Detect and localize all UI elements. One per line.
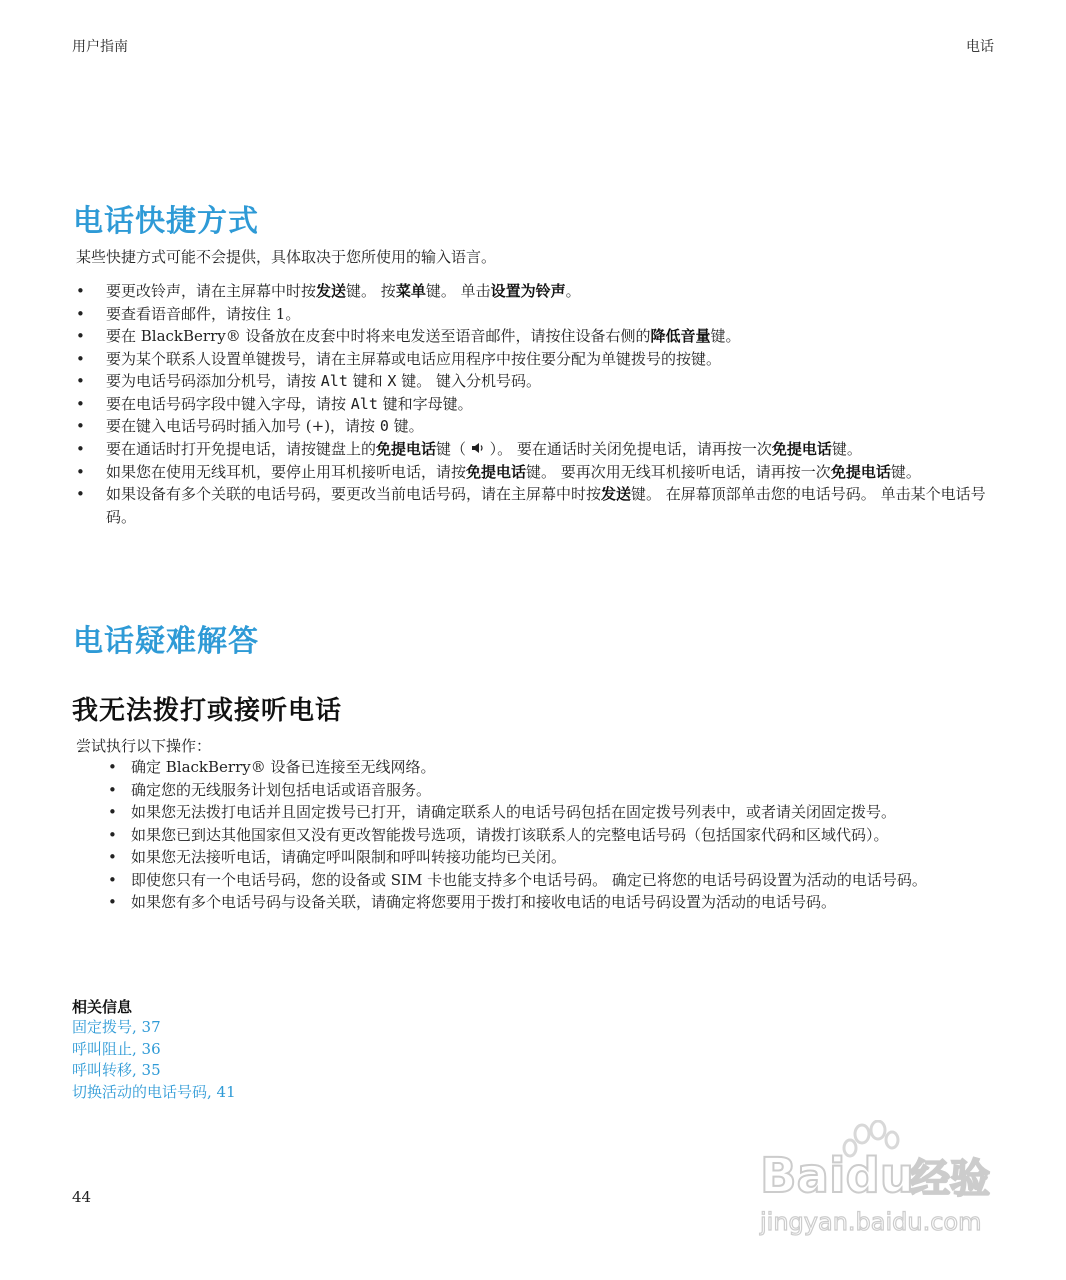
speaker-icon [471, 438, 485, 461]
related-links [72, 1017, 236, 1103]
list-item: • 如果您已到达其他国家但又没有更改智能拨号选项，请拨打该联系人的完整电话号码（包括国家代码和区域代码）。 [108, 825, 889, 844]
related-link-switch-number[interactable]: 切换活动的电话号码, 41 [72, 1082, 236, 1101]
list-item: • 要在通话时打开免提电话，请按键盘上的免提电话键（ ）。 要在通话时关闭免提电话，请再按一次免提电话键。 [76, 438, 1006, 461]
list-item: • 要在键入电话号码时插入加号 (+)，请按 0 键。 [76, 417, 424, 435]
svg-text:jingyan.baidu.com: jingyan.baidu.com [760, 1208, 982, 1236]
list-item: • 如果您有多个电话号码与设备关联，请确定将您要用于拨打和接收电话的电话号码设置为活动的电话号码。 [108, 893, 837, 911]
section-intro: 某些快捷方式可能不会提供，具体取决于您所使用的输入语言。 [76, 248, 497, 266]
list-item: • 要在电话号码字段中键入字母，请按 Alt 键和字母键。 [76, 394, 473, 413]
list-item: • 如果设备有多个关联的电话号码，要更改当前电话号码，请在主屏幕中时按发送键。 在屏幕顶部单击您的电话号码。 单击某个电话号码。 [76, 485, 986, 526]
subsection-intro: 尝试执行以下操作： [76, 737, 212, 755]
list-item: • 要查看语音邮件，请按住 1。 [76, 304, 301, 323]
header-right: 电话 [966, 39, 994, 55]
header-left: 用户指南 [72, 39, 128, 55]
related-info-title: 相关信息 [72, 998, 133, 1016]
svg-text:Baidu: Baidu [760, 1148, 914, 1204]
list-item: • 如果您在使用无线耳机，要停止用耳机接听电话，请按免提电话键。 要再次用无线耳机接听电话，请再按一次免提电话键。 [76, 462, 921, 481]
page-number: 44 [72, 1188, 92, 1206]
baidu-watermark-logo [750, 1120, 1010, 1240]
related-link-fixed-dialing[interactable]: 固定拨号, 37 [72, 1018, 161, 1036]
list-item: • 确定 BlackBerry® 设备已连接至无线网络。 [108, 758, 436, 776]
related-link-call-barring[interactable]: 呼叫阻止, 36 [72, 1039, 161, 1058]
list-item: • 如果您无法拨打电话并且固定拨号已打开，请确定联系人的电话号码包括在固定拨号列表中，或者请关闭固定拨号。 [108, 803, 897, 821]
shortcut-list [76, 280, 1006, 528]
subsection-title: 我无法拨打或接听电话 [72, 696, 343, 726]
list-item: • 要更改铃声，请在主屏幕中时按发送键。 按菜单键。 单击设置为铃声。 [76, 282, 581, 300]
list-item: • 要在 BlackBerry® 设备放在皮套中时将来电发送至语音邮件，请按住设备右侧的降低音量键。 [76, 327, 741, 345]
list-item: • 即使您只有一个电话号码，您的设备或 SIM 卡也能支持多个电话号码。 确定已将您的电话号码设置为活动的电话号码。 [108, 870, 927, 889]
section-title-shortcuts: 电话快捷方式 [73, 204, 259, 239]
list-item: • 要为某个联系人设置单键拨号，请在主屏幕或电话应用程序中按住要分配为单键拨号的按键。 [76, 349, 722, 368]
list-item: • 确定您的无线服务计划包括电话或语音服务。 [108, 780, 432, 799]
svg-text:经验: 经验 [910, 1156, 990, 1202]
section-title-troubleshooting: 电话疑难解答 [73, 624, 259, 659]
list-item: • 如果您无法接听电话，请确定呼叫限制和呼叫转接功能均已关闭。 [108, 848, 567, 866]
related-link-call-forwarding[interactable]: 呼叫转移, 35 [72, 1061, 161, 1079]
list-item: • 要为电话号码添加分机号，请按 Alt 键和 X 键。 键入分机号码。 [76, 372, 541, 390]
troubleshooting-list [106, 756, 1006, 914]
